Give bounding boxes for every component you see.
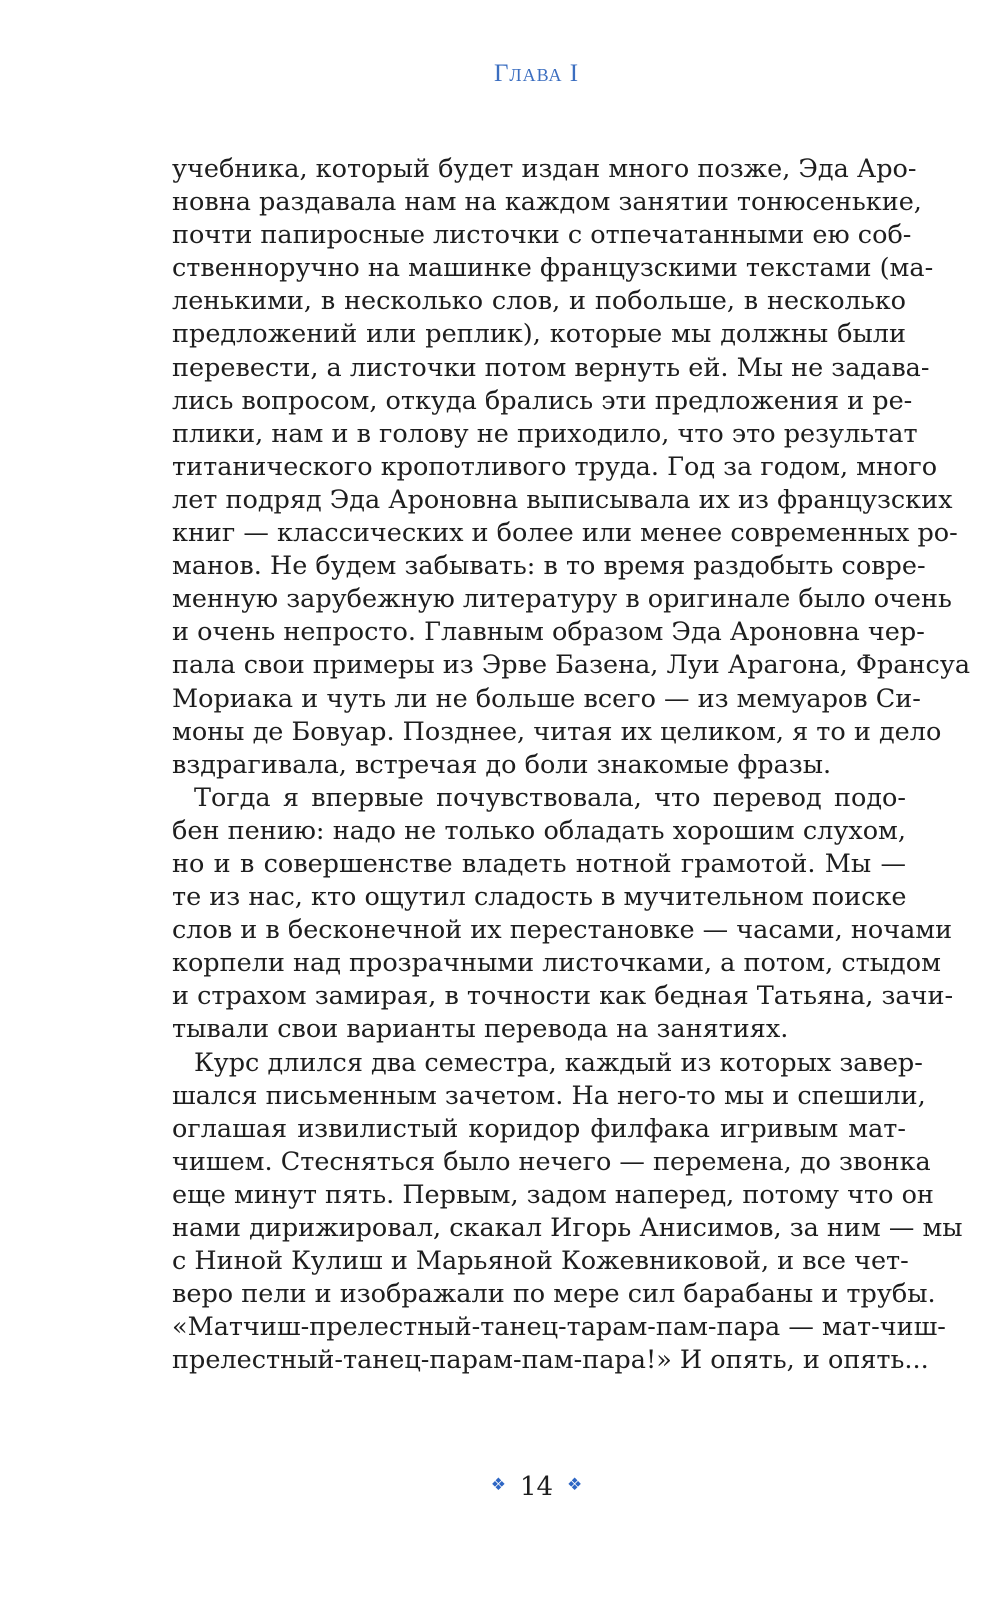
paragraph-3 <box>172 1047 963 1378</box>
text-line: ственноручно на машинке французскими текстами (ма- <box>172 253 934 284</box>
text-line: ленькими, в несколько слов, и побольше, в несколько <box>172 286 906 317</box>
text-line: книг — классических и более или менее современных ро- <box>172 518 958 549</box>
body-text <box>172 153 971 1377</box>
text-line: манов. Не будем забывать: в то время раздобыть совре- <box>172 551 926 582</box>
text-line: вздрагивала, встречая до боли знакомые фразы. <box>172 749 832 780</box>
text-line: моны де Бовуар. Позднее, читая их целиком, я то и дело <box>172 716 942 747</box>
text-line: лет подряд Эда Ароновна выписывала их из французских <box>172 484 953 515</box>
text-line: бен пению: надо не только обладать хорошим слухом, <box>172 815 906 846</box>
text-line: и страхом замирая, в точности как бедная Татьяна, зачи- <box>172 981 954 1012</box>
text-line: предложений или реплик), которые мы должны были <box>172 319 906 350</box>
text-line: Тогда я впервые почувствовала, что перевод подо- <box>194 782 906 813</box>
text-line: почти папиросные листочки с отпечатанными ею соб- <box>172 220 912 251</box>
text-line: веро пели и изображали по мере сил барабаны и трубы. <box>172 1279 936 1310</box>
text-line: те из нас, кто ощутил сладость в мучительном поиске <box>172 882 907 913</box>
page-footer <box>0 1471 989 1502</box>
text-line: перевести, а листочки потом вернуть ей. Мы не задава- <box>172 352 930 383</box>
diamond-ornament-icon: ❖ <box>490 1475 506 1495</box>
running-header: Глава I <box>493 60 580 87</box>
text-line: менную зарубежную литературу в оригинале было очень <box>172 584 952 615</box>
text-line: еще минут пять. Первым, задом наперед, потому что он <box>172 1179 934 1210</box>
text-line: тывали свои варианты перевода на занятиях. <box>172 1014 789 1045</box>
text-line: чишем. Стесняться было нечего — перемена, до звонка <box>172 1146 931 1177</box>
text-line: шался письменным зачетом. На него-то мы и спешили, <box>172 1080 926 1111</box>
text-line: и очень непросто. Главным образом Эда Ароновна чер- <box>172 617 925 648</box>
text-line: плики, нам и в голову не приходило, что это результат <box>172 418 918 449</box>
text-line: корпели над прозрачными листочками, а потом, стыдом <box>172 948 941 979</box>
text-line: Мориака и чуть ли не больше всего — из мемуаров Си- <box>172 683 921 714</box>
text-line: титанического кропотливого труда. Год за годом, много <box>172 451 938 482</box>
text-line: пала свои примеры из Эрве Базена, Луи Арагона, Франсуа <box>172 650 971 681</box>
text-line: но и в совершенстве владеть нотной грамотой. Мы — <box>172 848 906 879</box>
text-line: оглашая извилистый коридор филфака игривым мат- <box>172 1113 906 1144</box>
text-line: «Матчиш-прелестный-танец-тарам-пам-пара — мат-чиш- <box>172 1312 946 1343</box>
text-line: Курс длился два семестра, каждый из которых завер- <box>194 1047 923 1078</box>
text-line: с Ниной Кулиш и Марьяной Кожевниковой, и все чет- <box>172 1246 909 1277</box>
text-line: слов и в бесконечной их перестановке — часами, ночами <box>172 915 953 946</box>
page-number: 14 <box>519 1472 554 1502</box>
paragraph-1 <box>172 153 971 782</box>
text-line: прелестный-танец-парам-пам-пара!» И опять, и опять... <box>172 1345 929 1376</box>
text-line: нами дирижировал, скакал Игорь Анисимов, за ним — мы <box>172 1213 963 1243</box>
paragraph-2 <box>172 782 954 1047</box>
text-line: учебника, который будет издан много позже, Эда Аро- <box>172 154 917 184</box>
text-line: новна раздавала нам на каждом занятии тонюсенькие, <box>172 187 922 218</box>
diamond-ornament-icon: ❖ <box>567 1475 583 1495</box>
text-line: лись вопросом, откуда брались эти предложения и ре- <box>172 385 913 416</box>
